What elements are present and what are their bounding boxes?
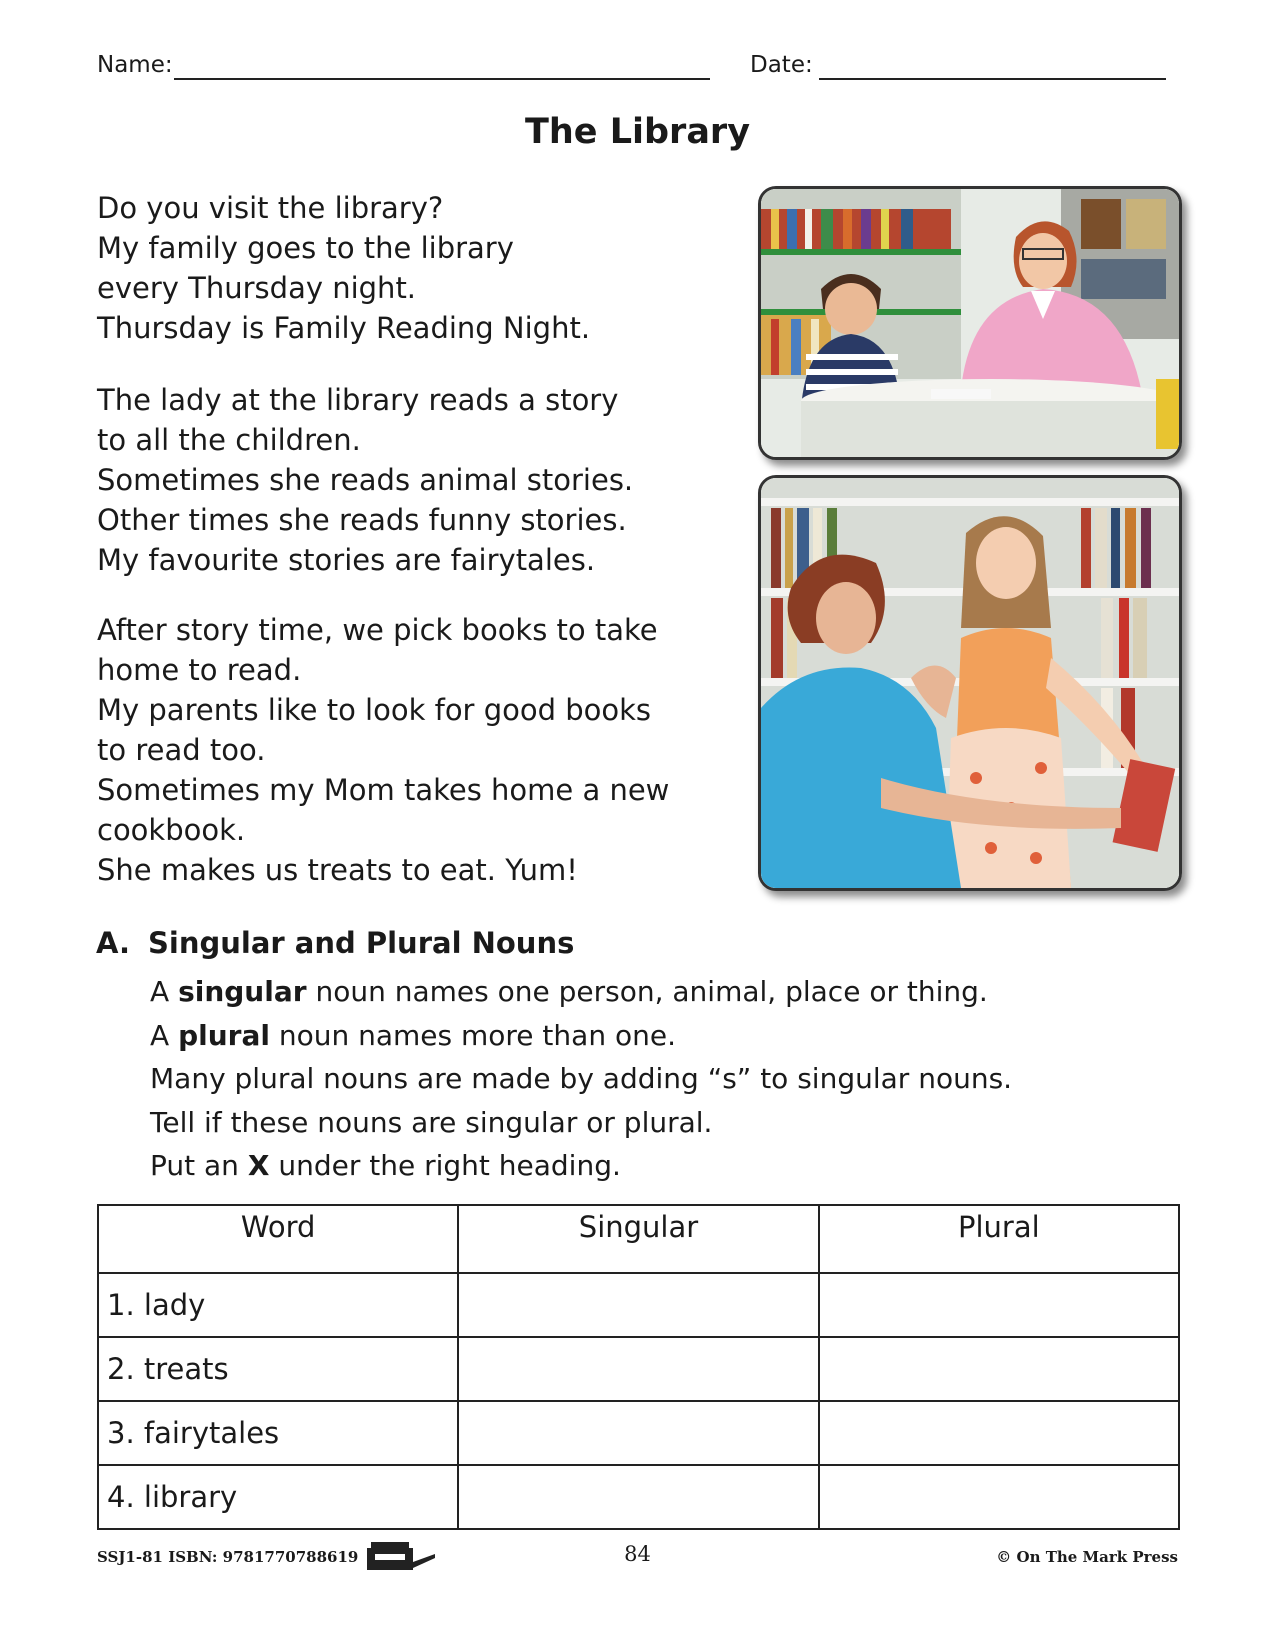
instruction-text: under the right heading. (269, 1149, 621, 1182)
date-line[interactable] (819, 78, 1166, 80)
name-line[interactable] (174, 78, 710, 80)
paragraph-1 (97, 188, 590, 348)
instruction-text: Put an (150, 1149, 248, 1182)
paragraph-line: Sometimes my Mom takes home a new (97, 773, 670, 807)
instruction-line (150, 1144, 1012, 1188)
photo-librarian-reading-with-boy (758, 186, 1182, 460)
date-label: Date: (750, 52, 813, 78)
paragraph-line: to read too. (97, 733, 266, 767)
singular-answer-cell[interactable] (458, 1273, 818, 1337)
instruction-bold: plural (178, 1018, 270, 1052)
paragraph-line: Thursday is Family Reading Night. (97, 311, 591, 345)
word-cell: 2. treats (98, 1337, 458, 1401)
paragraph-line: Sometimes she reads animal stories. (97, 463, 634, 497)
instruction-text: A (150, 1018, 179, 1052)
paragraph-line: Do you visit the library? (97, 191, 444, 225)
paragraph-3 (97, 610, 669, 890)
instruction-line: Many plural nouns are made by adding “s” to singular nouns. (150, 1062, 1013, 1095)
paragraph-line: cookbook. (97, 813, 246, 847)
singular-answer-cell[interactable] (458, 1337, 818, 1401)
paragraph-line: After story time, we pick books to take (97, 613, 658, 647)
instruction-line (150, 970, 1012, 1014)
instruction-text: noun names one person, animal, place or thing. (306, 975, 988, 1008)
word-cell: 4. library (98, 1465, 458, 1529)
section-title: Singular and Plural Nouns (148, 926, 575, 960)
column-header-word: Word (98, 1205, 458, 1273)
column-header-plural: Plural (819, 1205, 1179, 1273)
table-row (98, 1273, 1179, 1337)
word-cell: 3. fairytales (98, 1401, 458, 1465)
plural-answer-cell[interactable] (819, 1465, 1179, 1529)
paragraph-2 (97, 380, 633, 580)
photo-woman-helping-girl-choose-book (758, 475, 1182, 891)
page-title: The Library (524, 112, 751, 152)
section-instructions (150, 970, 1012, 1188)
word-cell: 1. lady (98, 1273, 458, 1337)
instruction-text: A (150, 975, 179, 1008)
section-heading (96, 926, 574, 960)
instruction-line (150, 1014, 1012, 1058)
paragraph-line: She makes us treats to eat. Yum! (97, 853, 578, 887)
name-label: Name: (97, 52, 173, 78)
paragraph-line: My parents like to look for good books (97, 693, 652, 727)
plural-answer-cell[interactable] (819, 1337, 1179, 1401)
paragraph-line: The lady at the library reads a story (97, 383, 619, 417)
page-number: 84 (624, 1542, 651, 1566)
noun-answer-table (97, 1204, 1180, 1530)
instruction-line: Tell if these nouns are singular or plural. (150, 1105, 713, 1139)
plural-answer-cell[interactable] (819, 1401, 1179, 1465)
singular-answer-cell[interactable] (458, 1401, 818, 1465)
singular-answer-cell[interactable] (458, 1465, 818, 1529)
column-header-singular: Singular (458, 1205, 818, 1273)
paragraph-line: home to read. (97, 653, 302, 687)
paragraph-line: Other times she reads funny stories. (97, 503, 627, 537)
footer-isbn: SSJ1-81 ISBN: 9781770788619 (97, 1548, 359, 1566)
table-row (98, 1465, 1179, 1529)
table-header-row (98, 1205, 1179, 1273)
paragraph-line: to all the children. (97, 423, 361, 457)
section-letter: A. (96, 926, 130, 960)
footer-copyright: © On The Mark Press (996, 1548, 1178, 1566)
paragraph-line: My favourite stories are fairytales. (97, 543, 596, 577)
instruction-text: noun names more than one. (269, 1018, 676, 1052)
instruction-bold: X (247, 1149, 270, 1182)
instruction-bold: singular (178, 975, 307, 1008)
paragraph-line: every Thursday night. (97, 271, 417, 305)
paragraph-line: My family goes to the library (97, 231, 514, 265)
plural-answer-cell[interactable] (819, 1273, 1179, 1337)
table-row (98, 1401, 1179, 1465)
table-row (98, 1337, 1179, 1401)
